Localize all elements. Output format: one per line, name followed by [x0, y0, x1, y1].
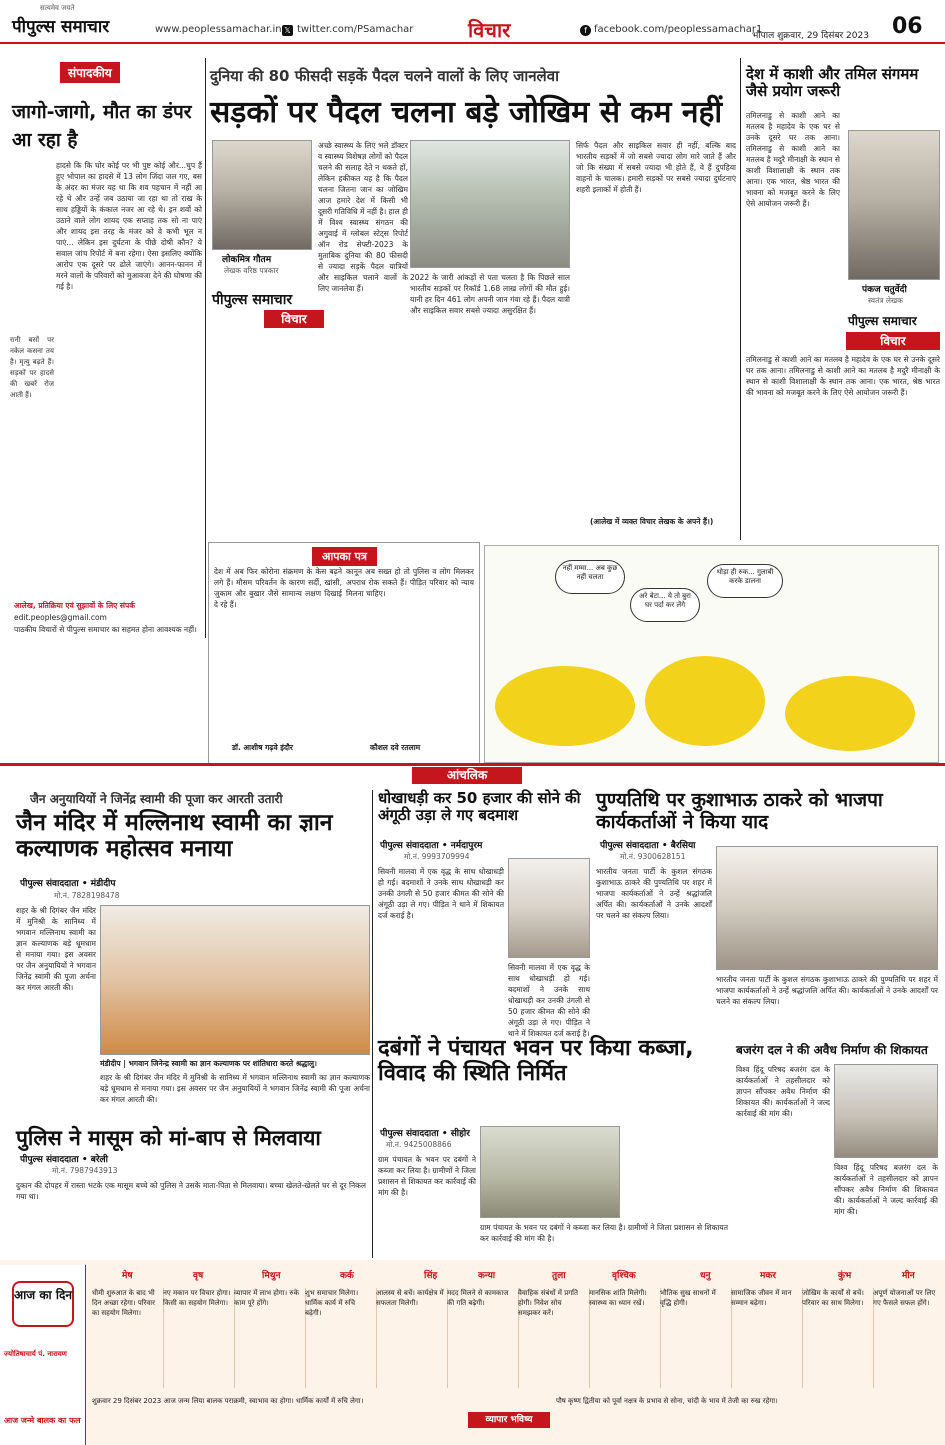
- victim-photo: [508, 858, 590, 958]
- section-band: [0, 763, 945, 766]
- author-role: लेखक वरिष्ठ पत्रकार: [224, 266, 279, 275]
- bajrang-body-cont: विश्व हिंदू परिषद बजरंग दल के कार्यकर्ताओं ने तहसीलदार को ज्ञापन सौंपकर अवैध निर्माण की शिकायत की। कार्यकर्ताओं ने जल्द कार्रवाई की मांग की।: [834, 1163, 938, 1216]
- temple-photo: [100, 905, 370, 1055]
- sign-text: व्यापार में लाभ होगा। रुके काम पूरे होंगे।: [234, 1288, 306, 1388]
- column-divider: [372, 790, 373, 1258]
- section-title: विचार: [468, 18, 511, 42]
- column-divider: [205, 58, 206, 638]
- speech-bubble: अरे बेटा... ये तो बुरा घर पर्दा कर लेंगे: [630, 588, 700, 622]
- sign-text: भौतिक सुख साधनों में वृद्धि होगी।: [660, 1288, 732, 1388]
- page-number: 06: [892, 14, 923, 39]
- sign-name: कुंभ: [838, 1271, 852, 1281]
- sign-name: वृष: [193, 1271, 204, 1281]
- disclaimer-note: पाठकीय विचारों से पीपुल्स समाचार का सहमत होना आवश्यक नहीं।: [14, 625, 197, 634]
- speech-bubble: थोड़ा ही रुक... गुलाबी करके डालना: [707, 564, 783, 598]
- sign-text: अपूर्ण योजनाओं पर लिए गए फैसले सफल होंगे।: [873, 1289, 936, 1307]
- sign-text: जोखिम के कार्यों से बचें। परिवार का साथ मिलेगा।: [802, 1288, 874, 1388]
- bajrang-headline[interactable]: बजरंग दल ने की अवैध निर्माण की शिकायत: [736, 1043, 928, 1057]
- cartoon-blob: [645, 656, 765, 746]
- panchayat-photo: [480, 1126, 620, 1218]
- jain-phone: मो.नं. 7828198478: [54, 891, 120, 900]
- sign-text: नए मकान पर विचार होगा। किसी का सहयोग मिलेगा।: [163, 1288, 235, 1388]
- astrologer-name: ज्योतिषाचार्य पं. नारायण: [4, 1350, 67, 1358]
- dabang-headline[interactable]: दबंगों ने पंचायत भवन पर किया कब्जा, विवाद की स्थिति निर्मित: [378, 1036, 694, 1087]
- letter-2-sign: कौशल दवे रतलाम: [370, 743, 421, 752]
- dabang-byline: पीपुल्स संवाददाता • सीहोर: [380, 1129, 470, 1139]
- author-name: लोकमित्र गौतम: [222, 255, 272, 265]
- police-body: दुकान की दोपहर में रास्ता भटके एक मासूम बच्चे को पुलिस ने उसके माता-पिता से मिलवाया। बच्चा खेलते-खेलते घर से दूर निकल गया था।: [16, 1181, 366, 1201]
- lead-col-2: 2022 के जारी आंकड़ों से पता चलता है कि पिछले साल भारतीय सड़कों पर रिकॉर्ड 1.68 लाख लोगों की मौत हुई। यानी हर दिन 461 लोग अपनी जान गंवा रहे हैं। पैदल यात्री और साइकिल सवार सबसे ज्यादा असुरक्षित हैं।: [410, 273, 570, 315]
- sign-name: कर्क: [340, 1271, 354, 1281]
- police-headline[interactable]: पुलिस ने मासूम को मां-बाप से मिलवाया: [16, 1126, 321, 1150]
- sign-text: मानसिक शांति मिलेगी। स्वास्थ्य का ध्यान रखें।: [589, 1288, 661, 1388]
- thakre-headline[interactable]: पुण्यतिथि पर कुशाभाऊ ठाकरे को भाजपा कार्यकर्ताओं ने किया याद: [596, 789, 883, 833]
- facebook-link[interactable]: facebook.com/peoplessamachar1: [594, 24, 763, 35]
- sign-text: मदद मिलने से कामकाज की गति बढ़ेगी।: [447, 1288, 519, 1388]
- regional-tag: आंचलिक: [412, 767, 522, 784]
- right-body-cont: तमिलनाडु से काशी आने का मतलब है महादेव के एक घर से उनके दूसरे घर तक आना। तमिलनाडु से काशी आने का मतलब है मदुरै मीनाक्षी के स्थान से काशी विशालाक्षी के स्थान तक आना। एक भारत, श्रेष्ठ भारत की भावना को मजबूत करने के लिए ऐसे आयोजन जरूरी हैं।: [746, 355, 940, 397]
- police-byline: पीपुल्स संवाददाता • बरेली: [20, 1155, 108, 1165]
- sign-name: मकर: [760, 1271, 776, 1281]
- section-badge: विचार: [846, 332, 940, 350]
- gold-headline[interactable]: धोखाधड़ी कर 50 हजार की सोने की अंगूठी उड़ा ले गए बदमाश: [378, 789, 581, 825]
- letter-1-sign: डॉ. आशीष गढ़वे इंदौर: [232, 743, 293, 752]
- editorial-headline[interactable]: जागो-जागो, मौत का डंपर आ रहा है: [12, 101, 192, 151]
- facebook-icon: f: [580, 25, 591, 36]
- jain-byline: पीपुल्स संवाददाता • मंडीदीप: [20, 879, 116, 889]
- jain-body-cont: शहर के श्री दिगंबर जैन मंदिर में मुनिश्री के सानिध्य में भगवान मल्लिनाथ स्वामी का ज्ञान कल्याणक बड़े धूमधाम से मनाया गया। इस अवसर पर जैन अनुयायियों ने भगवान जिनेंद्र स्वामी की पूजा अर्चना कर मंगल आरती की।: [100, 1073, 370, 1104]
- thakre-body-cont: भारतीय जनता पार्टी के कुशल संगठक कुशाभाऊ ठाकरे की पुण्यतिथि पर शहर में भाजपा कार्यकर्ताओं ने उन्हें श्रद्धांजलि अर्पित की। कार्यकर्ताओं ने उनके आदर्शों पर चलने का संकल्प लिया।: [716, 975, 938, 1006]
- jain-caption: मंडीदीप | भगवान जिनेन्द्र स्वामी का ज्ञान कल्याणक पर शांतिधारा करते श्रद्धालु।: [100, 1059, 317, 1068]
- road-photo: [410, 140, 570, 268]
- sign-name: धनु: [700, 1271, 711, 1281]
- sign-name: वृश्चिक: [612, 1271, 636, 1281]
- sign-text: वैवाहिक संबंधों में प्रगति होगी। निवेश सोच समझकर करें।: [518, 1288, 590, 1388]
- aaj-ka-din-title: आज का दिन: [12, 1281, 74, 1327]
- dateline: भोपाल शुक्रवार, 29 दिसंबर 2023: [752, 31, 869, 41]
- police-phone: मो.नं. 7987943913: [52, 1166, 118, 1175]
- cartoon-blob: [495, 666, 635, 746]
- masthead: [0, 0, 945, 44]
- dabang-body-cont: ग्राम पंचायत के भवन पर दबंगों ने कब्जा कर लिया है। ग्रामीणों ने जिला प्रशासन से शिकायत कर कार्रवाई की मांग की है।: [480, 1223, 728, 1243]
- editorial-tag: संपादकीय: [60, 62, 120, 83]
- lead-col-3: सिर्फ पैदल और साइकिल सवार ही नहीं, बल्कि बाद भारतीय सड़कों में जो सबसे ज्यादा लोग मारे जाते हैं और जो कि संख्या में सबसे ज्यादा भी होते हैं, वे हैं दुपहिया वाहनों के चालक। हमारी सड़कों पर सबसे ज्यादा दुर्घटनाएं शहरी इलाकों में होती हैं।: [576, 141, 736, 194]
- lead-headline[interactable]: सड़कों पर पैदल चलना बड़े जोखिम से कम नहीं: [210, 95, 723, 130]
- gold-phone: मो.नं. 9993709994: [404, 852, 470, 861]
- contact-label: आलेख, प्रतिक्रिया एवं सुझावों के लिए संपर्क: [14, 601, 136, 610]
- brand-logo[interactable]: पीपुल्स समाचार: [12, 17, 110, 37]
- business-forecast-text: पौष कृष्ण द्वितीया को पूर्वा नक्षत्र के प्रभाव से सोना, चांदी के भाव में तेजी का रुख रहेगा।: [556, 1397, 778, 1405]
- twitter-icon: 𝕏: [282, 25, 293, 36]
- author-photo: [848, 130, 940, 280]
- thakre-body: भारतीय जनता पार्टी के कुशल संगठक कुशाभाऊ ठाकरे की पुण्यतिथि पर शहर में भाजपा कार्यकर्ताओं ने उन्हें श्रद्धांजलि अर्पित की। कार्यकर्ताओं ने उनके आदर्शों पर चलने का संकल्प लिया।: [596, 867, 712, 920]
- speech-bubble: नहीं मम्मा... अब कुछ नहीं चलता: [555, 560, 625, 594]
- jain-headline[interactable]: जैन मंदिर में मल्लिनाथ स्वामी का ज्ञान कल्याणक महोत्सव मनाया: [16, 810, 333, 863]
- bajrang-body: विश्व हिंदू परिषद बजरंग दल के कार्यकर्ताओं ने तहसीलदार को ज्ञापन सौंपकर अवैध निर्माण की शिकायत की। कार्यकर्ताओं ने जल्द कार्रवाई की मांग की।: [736, 1065, 830, 1118]
- brand-badge: पीपुल्स समाचार: [848, 314, 917, 328]
- sign-name: तुला: [552, 1271, 566, 1281]
- contact-email[interactable]: edit.peoples@gmail.com: [14, 613, 107, 622]
- tribute-photo: [716, 846, 938, 970]
- section-badge: विचार: [264, 310, 324, 328]
- dabang-phone: मो.नं. 9425008866: [386, 1140, 452, 1149]
- sign-text: आलस्य से बचें। कार्यक्षेत्र में सफलता मिलेगी।: [376, 1288, 448, 1388]
- letters-title: आपका पत्र: [312, 547, 377, 566]
- column-divider: [740, 58, 741, 540]
- twitter-link[interactable]: twitter.com/PSamachar: [297, 24, 414, 35]
- sign-name: मीन: [902, 1271, 915, 1281]
- lead-col-1: अच्छे स्वास्थ्य के लिए भले डॉक्टर व स्वास्थ्य विशेषज्ञ लोगों को पैदल चलने की सलाह देते न थकते हों, लेकिन हकीकत यह है कि पैदल चलना जितना जान का जोखिम आज हमारे देश में किसी भी दूसरी गतिविधि में नहीं है। हाल ही में विश्व स्वास्थ्य संगठन की अगुवाई में ग्लोबल स्टेट्स रिपोर्ट ऑन रोड सेफ्टी-2023 के मुताबिक दुनिया की 80 फीसदी से ज्यादा सड़कें पैदल यात्रियों और साइकिल चलाने वालों के लिए जानलेवा हैं।: [318, 141, 408, 293]
- business-label: व्यापार भविष्य: [468, 1412, 550, 1428]
- right-headline[interactable]: देश में काशी और तमिल संगमम जैसे प्रयोग जरूरी: [746, 65, 919, 101]
- editorial-body: हादसे कि कि घोर कोई पर भी पुष्ट कोई और...चुप हैं हुए भोपाल का हादसे में 13 लोग जिंदा जल गए, बस के अंदर का मंजर यह था कि शव पहचान में नहीं आ रहे थे और उन्हें जब उठाया जा रहा था तो राख के साथ हड्डियों के कंकाल नजर आ रहे थे। इन शवों को उठाने वाले लोग शायद एक सप्ताह तक सो ना पाएं और शायद इस तरह के मंजर को वे कभी भूल न पाएं... लेकिन इस दुर्घटना के पीछे दोषी कौन? ये सवाल जांच रिपोर्ट में बना रहेगा। ऐसा इसलिए क्योंकि आरोप एक दूसरे पर ढोले जाएंगे। आनन-फानन में मरने वालों के परिवारों को मुआवजा देने की घोषणा की गई है।: [56, 161, 202, 291]
- thakre-byline: पीपुल्स संवाददाता • बैरसिया: [600, 841, 696, 851]
- sign-name: मिथुन: [262, 1271, 281, 1281]
- sign-text: सामाजिक जीवन में मान सम्मान बढ़ेगा।: [731, 1288, 803, 1388]
- thakre-phone: मो.नं. 9300628151: [620, 852, 686, 861]
- sign-text: धीमी शुरुआत के बाद भी दिन अच्छा रहेगा। परिवार का सहयोग मिलेगा।: [92, 1288, 164, 1388]
- jain-body: शहर के श्री दिगंबर जैन मंदिर में मुनिश्री के सानिध्य में भगवान मल्लिनाथ स्वामी का ज्ञान कल्याणक बड़े धूमधाम से मनाया गया। इस अवसर पर जैन अनुयायियों ने भगवान जिनेंद्र स्वामी की पूजा अर्चना कर मंगल आरती की।: [16, 906, 96, 992]
- sign-name: सिंह: [424, 1271, 438, 1281]
- right-author-role: स्वतंत्र लेखक: [868, 296, 903, 305]
- right-author-name: पंकज चतुर्वेदी: [862, 285, 907, 295]
- sign-text: शुभ समाचार मिलेगा। धार्मिक कार्य में रुचि बढ़ेगी।: [305, 1288, 377, 1388]
- website-link[interactable]: www.peoplessamachar.in: [155, 24, 282, 35]
- construction-photo: [834, 1064, 938, 1158]
- dabang-body: ग्राम पंचायत के भवन पर दबंगों ने कब्जा कर लिया है। ग्रामीणों ने जिला प्रशासन से शिकायत कर कार्रवाई की मांग की है।: [378, 1155, 476, 1197]
- birth-forecast-text: शुक्रवार 29 दिसंबर 2023 आज जन्म लिया बालक पराक्रमी, स्वाभाव का होगा। धार्मिक कार्यों में रुचि लेगा।: [92, 1397, 364, 1405]
- gold-body-cont: सिवनी मालवा में एक वृद्ध के साथ धोखाधड़ी हो गई। बदमाशों ने उनके साथ धोखाधड़ी कर उनकी उंगली से 50 हजार कीमत की सोने की अंगूठी उड़ा ले गए। पीड़ित ने थाने में शिकायत दर्ज कराई है।: [508, 963, 590, 1038]
- cartoon-blob: [785, 676, 915, 751]
- aaj-ka-din-box: [0, 1265, 86, 1445]
- letter-1: देश में अब फिर कोरोना संक्रमण के केस बढ़ने लगे हैं। मौसम परिवर्तन के कारण सर्दी, खांसी, जुकाम और बुखार जैसे सामान्य लक्षण दिखाई दे रहे हैं।: [214, 567, 342, 609]
- brand-tagline: सत्यमेव जयते: [40, 4, 75, 12]
- sign-name: कन्या: [478, 1271, 496, 1281]
- right-body: तमिलनाडु से काशी आने का मतलब है महादेव के एक घर से उनके दूसरे घर तक आना। तमिलनाडु से काशी आने का मतलब है मदुरै मीनाक्षी के स्थान से काशी विशालाक्षी के स्थान तक आना। एक भारत, श्रेष्ठ भारत की भावना को मजबूत करने के लिए ऐसे आयोजन जरूरी हैं।: [746, 111, 840, 208]
- gold-body: सिवनी मालवा में एक वृद्ध के साथ धोखाधड़ी हो गई। बदमाशों ने उनके साथ धोखाधड़ी कर उनकी उंगली से 50 हजार कीमत की सोने की अंगूठी उड़ा ले गए। पीड़ित ने थाने में शिकायत दर्ज कराई है।: [378, 867, 504, 920]
- sign-name: मेष: [122, 1271, 133, 1281]
- jain-kicker: जैन अनुयायियों ने जिनेंद्र स्वामी की पूजा कर आरती उतारी: [30, 792, 283, 806]
- gold-byline: पीपुल्स संवाददाता • नर्मदापुरम: [380, 841, 483, 851]
- author-photo: [212, 140, 312, 250]
- lead-kicker: दुनिया की 80 फीसदी सड़कें पैदल चलने वालों के लिए जानलेवा: [210, 67, 559, 85]
- letter-2: कानून अब सख्त हो तो पुलिस व लोग मिलकर अपराध रोक सकते हैं। पीड़ित परिवार को न्याय मिलना चाहिए।: [346, 567, 474, 598]
- editorial-side-text: रानी बसों पर नकेल कसना तय है। मृत्यु बढ़ते हैं। सड़कों पर हादसे की खबरें रोज आती हैं।: [10, 336, 54, 399]
- lead-note: (आलेख में व्यक्त विचार लेखक के अपने हैं।): [590, 517, 714, 526]
- birth-forecast-label: आज जन्मे बालक का फल: [4, 1416, 81, 1425]
- cartoon: [484, 545, 939, 763]
- brand-badge: पीपुल्स समाचार: [212, 292, 293, 308]
